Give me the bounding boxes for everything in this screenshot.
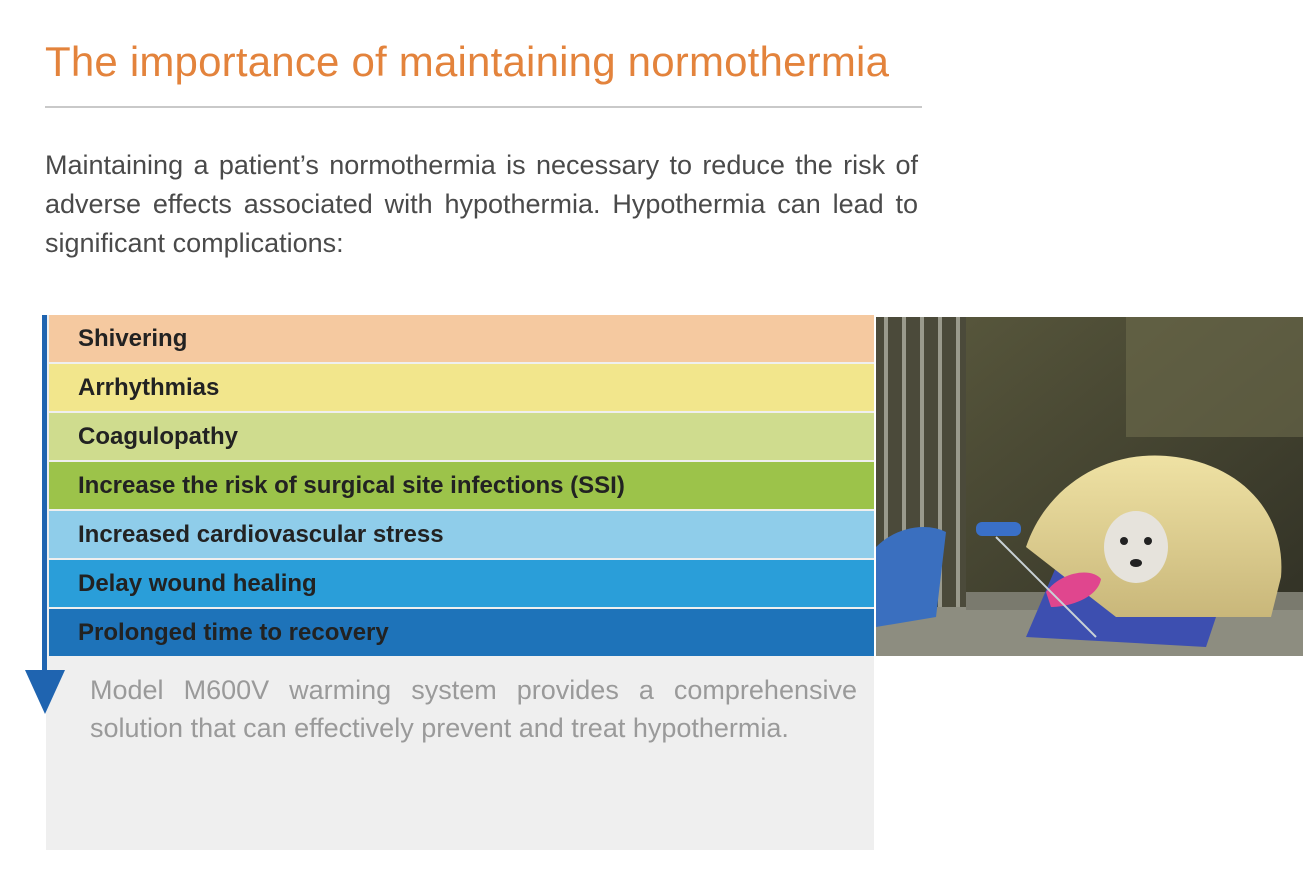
complication-item (49, 609, 874, 656)
complication-item (49, 315, 874, 362)
complication-label: Delay wound healing (78, 569, 317, 597)
complication-label: Coagulopathy (78, 422, 238, 450)
complication-label: Arrhythmias (78, 373, 220, 401)
complication-item (49, 560, 874, 607)
complication-label: Prolonged time to recovery (78, 618, 389, 646)
complication-label: Shivering (78, 324, 188, 352)
timeline-line (42, 315, 47, 679)
complications-list (49, 315, 874, 656)
complication-item (49, 413, 874, 460)
patient-photo (876, 317, 1303, 656)
complication-label: Increase the risk of surgical site infections (SSI) (78, 471, 625, 499)
arrow-down-icon (25, 670, 65, 714)
product-description: Model M600V warming system provides a comprehensive solution that can effectively prevent and treat hypothermia. (90, 675, 857, 743)
intro-paragraph: Maintaining a patient’s normothermia is necessary to reduce the risk of adverse effects associated with hypothermia. Hypothermia can lead to significant complications: (45, 150, 918, 258)
complication-item (49, 462, 874, 509)
complication-label: Increased cardiovascular stress (78, 520, 444, 548)
complication-item (49, 364, 874, 411)
page-title: The importance of maintaining normothermia (45, 38, 890, 85)
complication-item (49, 511, 874, 558)
title-divider (45, 106, 922, 108)
